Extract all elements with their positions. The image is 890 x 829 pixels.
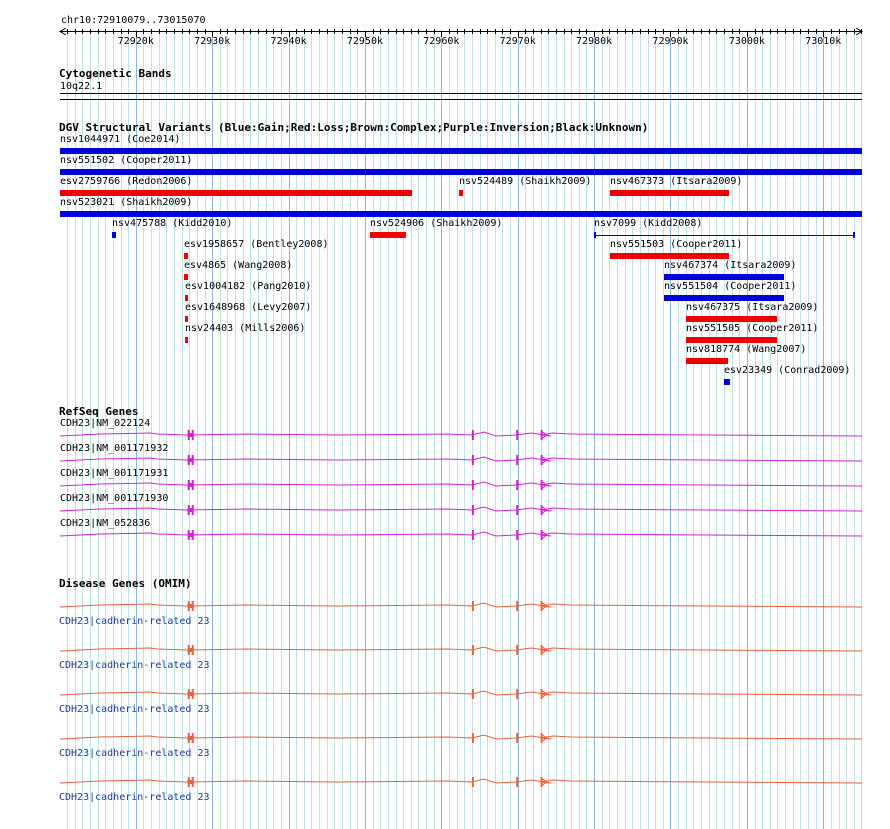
ruler-tick-label: 72940k — [270, 36, 307, 47]
refseq-gene-model[interactable] — [0, 453, 890, 467]
refseq-gene-label[interactable]: CDH23|NM_001171932 — [60, 443, 169, 454]
exon — [541, 505, 543, 515]
exon — [472, 430, 474, 440]
exon — [188, 508, 194, 512]
exon — [472, 645, 474, 655]
variant-label[interactable]: nsv551504 (Cooper2011) — [664, 281, 797, 292]
exon — [516, 455, 518, 465]
exon — [541, 733, 543, 743]
exon — [516, 777, 518, 787]
variant-bar[interactable] — [610, 253, 729, 259]
exon — [472, 480, 474, 490]
intron-line — [60, 507, 862, 511]
exon — [472, 777, 474, 787]
variant-label[interactable]: esv23349 (Conrad2009) — [724, 365, 851, 376]
variant-label[interactable]: nsv475788 (Kidd2010) — [112, 218, 233, 229]
exon — [541, 480, 543, 490]
variant-bar[interactable] — [60, 190, 412, 196]
variant-bar[interactable] — [686, 316, 777, 322]
exon — [516, 733, 518, 743]
exon — [516, 480, 518, 490]
omim-gene-label[interactable]: CDH23|cadherin-related 23 — [59, 792, 210, 803]
exon — [472, 505, 474, 515]
omim-gene-model[interactable] — [0, 599, 890, 613]
exon — [188, 604, 194, 608]
exon — [516, 530, 518, 540]
variant-label[interactable]: esv1648968 (Levy2007) — [185, 302, 312, 313]
intron-line — [60, 603, 862, 607]
variant-bar[interactable] — [664, 274, 784, 280]
variant-label[interactable]: nsv1044971 (Coe2014) — [60, 134, 181, 145]
variant-bar[interactable] — [370, 232, 406, 238]
variant-label[interactable]: esv4865 (Wang2008) — [184, 260, 293, 271]
refseq-gene-model[interactable] — [0, 428, 890, 442]
variant-bar[interactable] — [60, 148, 862, 154]
omim-gene-label[interactable]: CDH23|cadherin-related 23 — [59, 660, 210, 671]
variant-bar[interactable] — [686, 337, 777, 343]
cytoband-bar-bottom — [60, 99, 862, 100]
exon — [188, 433, 194, 437]
variant-bar[interactable] — [184, 274, 188, 280]
omim-track-title: Disease Genes (OMIM) — [59, 577, 192, 590]
exon — [516, 505, 518, 515]
refseq-track-title: RefSeq Genes — [59, 405, 139, 418]
exon — [188, 736, 194, 740]
intron-line — [60, 432, 862, 436]
omim-gene-model[interactable] — [0, 643, 890, 657]
refseq-gene-model[interactable] — [0, 478, 890, 492]
intron-line — [60, 647, 862, 651]
intron-line — [60, 735, 862, 739]
intron-line — [60, 457, 862, 461]
variant-bar[interactable] — [112, 235, 115, 236]
exon — [541, 777, 543, 787]
exon — [188, 780, 194, 784]
exon — [188, 533, 194, 537]
variant-bar[interactable] — [459, 190, 463, 196]
ruler-tick-label: 73000k — [728, 36, 765, 47]
cytoband-bar-top — [60, 93, 862, 94]
ruler-tick-label: 73010k — [805, 36, 842, 47]
variant-bar[interactable] — [185, 295, 188, 301]
cytoband-label: 10q22.1 — [60, 81, 103, 92]
variant-label[interactable]: nsv523021 (Shaikh2009) — [60, 197, 193, 208]
intron-line — [60, 779, 862, 783]
variant-label[interactable]: esv1004182 (Pang2010) — [185, 281, 312, 292]
variant-label[interactable]: nsv7099 (Kidd2008) — [594, 218, 703, 229]
variant-bar[interactable] — [686, 358, 728, 364]
exon — [541, 689, 543, 699]
variant-bar[interactable] — [184, 253, 188, 259]
refseq-gene-label[interactable]: CDH23|NM_022124 — [60, 418, 151, 429]
omim-gene-label[interactable]: CDH23|cadherin-related 23 — [59, 748, 210, 759]
refseq-gene-model[interactable] — [0, 528, 890, 542]
exon — [541, 455, 543, 465]
exon — [188, 692, 194, 696]
exon — [472, 733, 474, 743]
refseq-gene-label[interactable]: CDH23|NM_001171930 — [60, 493, 169, 504]
refseq-gene-model[interactable] — [0, 503, 890, 517]
variant-label[interactable]: nsv551503 (Cooper2011) — [610, 239, 743, 250]
variant-bar[interactable] — [185, 337, 188, 343]
cytoband-track-title: Cytogenetic Bands — [59, 67, 172, 80]
omim-gene-model[interactable] — [0, 687, 890, 701]
variant-label[interactable]: nsv467375 (Itsara2009) — [686, 302, 819, 313]
exon — [516, 601, 518, 611]
variant-label[interactable]: nsv818774 (Wang2007) — [686, 344, 807, 355]
exon — [541, 601, 543, 611]
variant-bar[interactable] — [664, 295, 784, 301]
variant-label[interactable]: nsv24403 (Mills2006) — [185, 323, 306, 334]
exon — [541, 430, 543, 440]
refseq-gene-label[interactable]: CDH23|NM_052836 — [60, 518, 151, 529]
dgv-track-title: DGV Structural Variants (Blue:Gain;Red:Loss;Brown:Complex;Purple:Inversion;Black:Unknown) — [59, 121, 649, 134]
exon — [188, 483, 194, 487]
variant-label[interactable]: nsv551502 (Cooper2011) — [60, 155, 193, 166]
exon — [472, 455, 474, 465]
exon — [516, 689, 518, 699]
variant-bar[interactable] — [610, 190, 729, 196]
variant-bar[interactable] — [594, 235, 854, 236]
variant-bar[interactable] — [60, 169, 862, 175]
omim-gene-model[interactable] — [0, 731, 890, 745]
exon — [516, 645, 518, 655]
intron-line — [60, 482, 862, 486]
ruler-tick-label: 72950k — [346, 36, 384, 47]
variant-label[interactable]: nsv551505 (Cooper2011) — [686, 323, 819, 334]
ruler-tick-label: 72920k — [117, 36, 154, 47]
exon — [472, 689, 474, 699]
exon — [541, 645, 543, 655]
exon — [472, 601, 474, 611]
ruler-tick-label: 72980k — [576, 36, 613, 47]
exon — [188, 648, 194, 652]
refseq-gene-label[interactable]: CDH23|NM_001171931 — [60, 468, 169, 479]
variant-label[interactable]: esv1958657 (Bentley2008) — [184, 239, 329, 250]
exon — [541, 530, 543, 540]
intron-line — [60, 532, 862, 536]
variant-label[interactable]: nsv524489 (Shaikh2009) — [459, 176, 592, 187]
variant-label[interactable]: nsv524906 (Shaikh2009) — [370, 218, 503, 229]
variant-bar[interactable] — [185, 316, 188, 322]
ruler-location: chr10:72910079..73015070 — [61, 15, 206, 26]
omim-gene-model[interactable] — [0, 775, 890, 789]
ruler-tick-label: 72930k — [194, 36, 231, 47]
variant-label[interactable]: nsv467374 (Itsara2009) — [664, 260, 797, 271]
exon — [472, 530, 474, 540]
ruler-tick-label: 72960k — [423, 36, 460, 47]
exon — [516, 430, 518, 440]
omim-gene-label[interactable]: CDH23|cadherin-related 23 — [59, 616, 210, 627]
variant-label[interactable]: esv2759766 (Redon2006) — [60, 176, 193, 187]
intron-line — [60, 691, 862, 695]
ruler-tick-label: 72990k — [652, 36, 689, 47]
variant-label[interactable]: nsv467373 (Itsara2009) — [610, 176, 743, 187]
variant-bar[interactable] — [724, 379, 730, 385]
variant-bar[interactable] — [60, 211, 862, 217]
omim-gene-label[interactable]: CDH23|cadherin-related 23 — [59, 704, 210, 715]
exon — [188, 458, 194, 462]
ruler-tick-label: 72970k — [499, 36, 536, 47]
